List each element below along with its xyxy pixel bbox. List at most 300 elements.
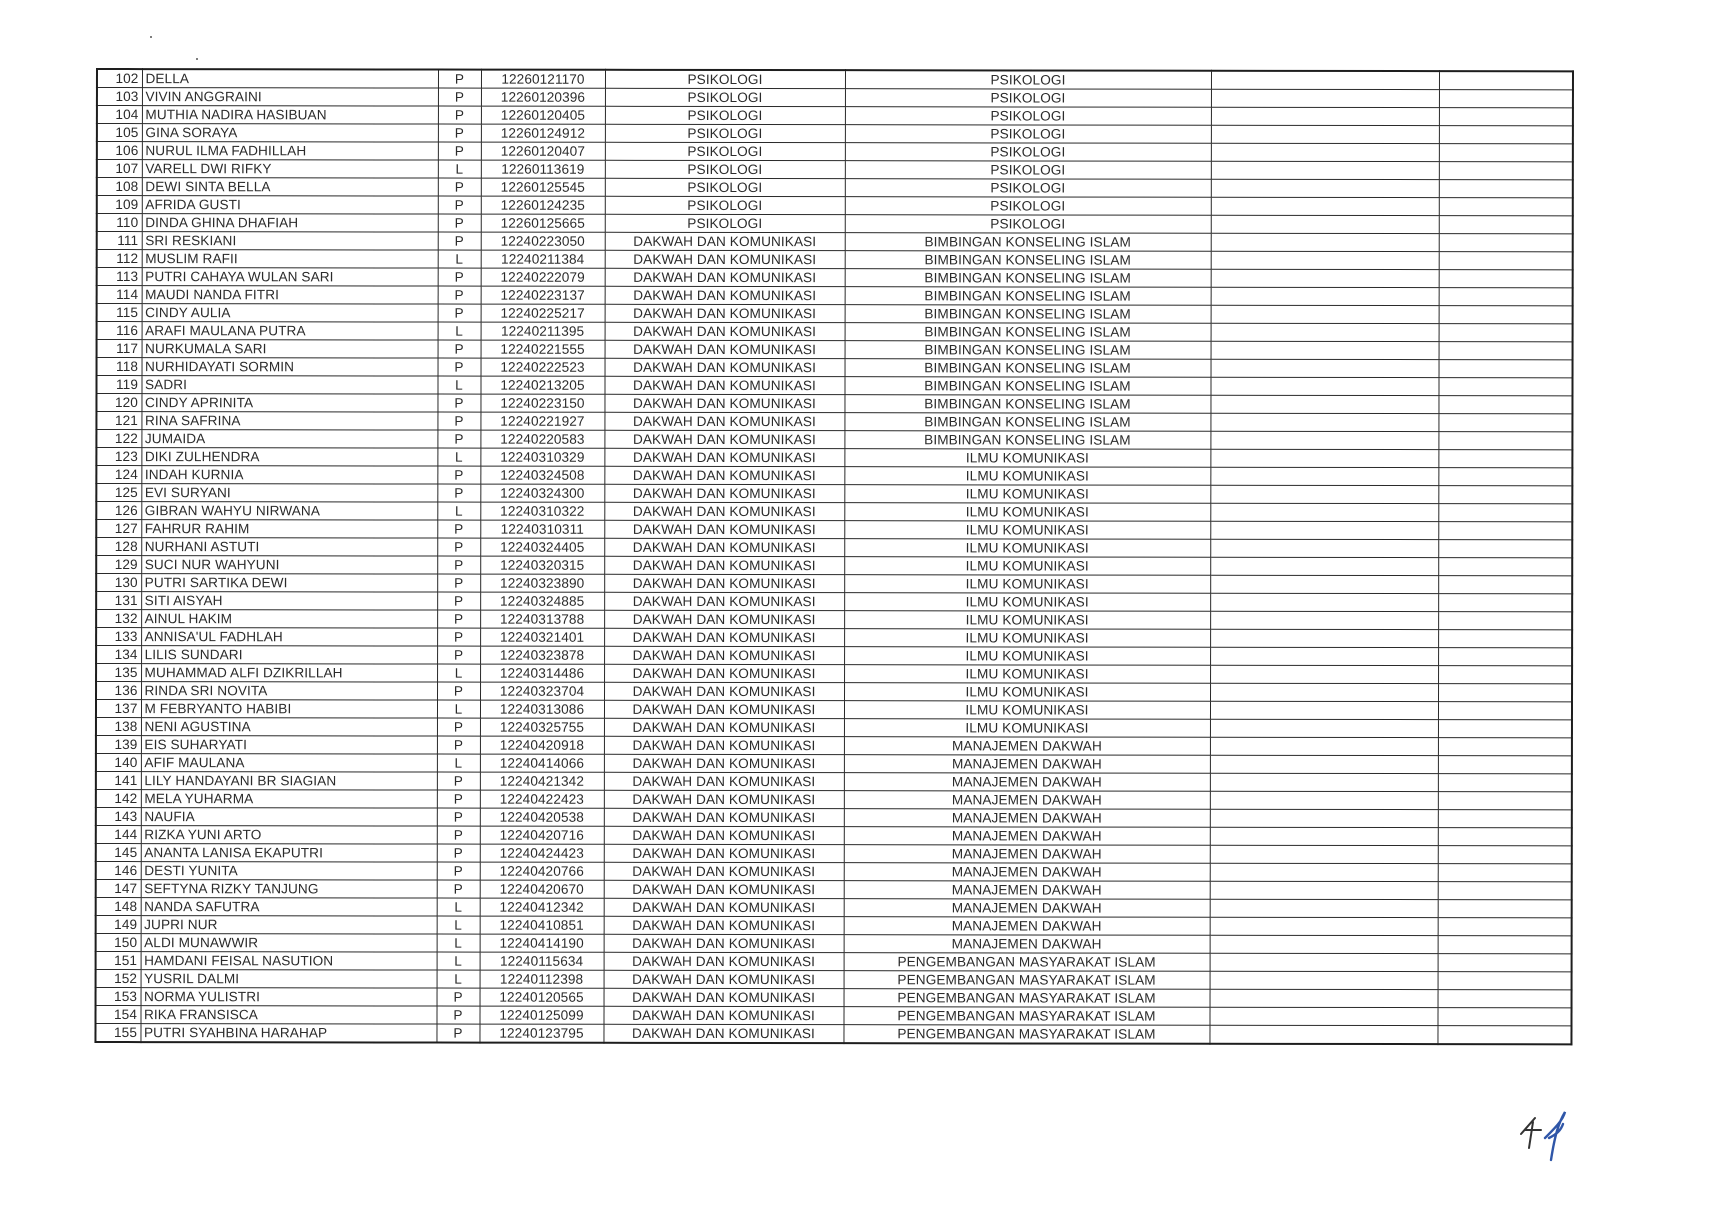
row-number: 145 [96, 844, 141, 862]
faculty-name: DAKWAH DAN KOMUNIKASI [604, 934, 844, 952]
student-id: 12240325755 [480, 718, 604, 736]
student-name: EVI SURYANI [141, 484, 437, 502]
blank-column-2 [1439, 360, 1573, 378]
gender-code: P [438, 88, 481, 106]
study-program: ILMU KOMUNIKASI [844, 647, 1210, 666]
row-number: 113 [97, 268, 142, 286]
blank-column-1 [1210, 611, 1438, 629]
blank-column-1 [1210, 701, 1438, 719]
blank-column-2 [1439, 234, 1573, 252]
gender-code: L [437, 934, 480, 952]
study-program: MANAJEMEN DAKWAH [844, 845, 1210, 864]
student-name: RIKA FRANSISCA [140, 1006, 436, 1024]
student-id: 12240211395 [481, 322, 605, 340]
table-row [96, 790, 1572, 810]
study-program: ILMU KOMUNIKASI [844, 629, 1210, 648]
study-program: ILMU KOMUNIKASI [844, 503, 1210, 522]
blank-column-1 [1211, 107, 1439, 125]
blank-column-2 [1438, 900, 1572, 918]
gender-code: P [438, 70, 481, 89]
faculty-name: DAKWAH DAN KOMUNIKASI [604, 430, 844, 448]
blank-column-2 [1439, 342, 1573, 360]
faculty-name: DAKWAH DAN KOMUNIKASI [603, 1024, 843, 1043]
blank-column-1 [1211, 215, 1439, 233]
student-name: NURKUMALA SARI [142, 340, 438, 358]
student-name: ARAFI MAULANA PUTRA [142, 322, 438, 340]
study-program: BIMBINGAN KONSELING ISLAM [844, 431, 1210, 450]
table-row [97, 196, 1573, 216]
study-program: PSIKOLOGI [845, 197, 1211, 216]
row-number: 119 [96, 376, 141, 394]
gender-code: L [437, 754, 480, 772]
faculty-name: DAKWAH DAN KOMUNIKASI [604, 880, 844, 898]
gender-code: P [437, 412, 480, 430]
row-number: 151 [96, 952, 141, 970]
study-program: MANAJEMEN DAKWAH [844, 773, 1210, 792]
faculty-name: DAKWAH DAN KOMUNIKASI [605, 250, 845, 268]
student-name: RINDA SRI NOVITA [141, 682, 437, 700]
study-program: BIMBINGAN KONSELING ISLAM [844, 413, 1210, 432]
table-row [96, 880, 1572, 900]
row-number: 144 [96, 826, 141, 844]
blank-column-1 [1210, 665, 1438, 683]
blank-column-2 [1438, 882, 1572, 900]
student-id: 12240123795 [479, 1024, 603, 1043]
row-number: 150 [96, 934, 141, 952]
student-id: 12260120396 [481, 88, 605, 106]
student-name: GINA SORAYA [142, 124, 438, 142]
student-id: 12240323704 [480, 682, 604, 700]
blank-column-2 [1438, 792, 1572, 810]
table-row [97, 106, 1573, 126]
gender-code: L [437, 916, 480, 934]
gender-code: L [438, 250, 481, 268]
table-row [96, 862, 1572, 882]
gender-code: L [437, 952, 480, 970]
blank-column-1 [1210, 593, 1438, 611]
student-name: VIVIN ANGGRAINI [142, 88, 438, 106]
row-number: 103 [97, 88, 142, 106]
blank-column-1 [1210, 683, 1438, 701]
student-id: 12240223137 [481, 286, 605, 304]
blank-column-2 [1437, 1008, 1571, 1026]
table-row [96, 844, 1572, 864]
gender-code: P [437, 556, 480, 574]
blank-column-1 [1210, 881, 1438, 899]
row-number: 135 [96, 664, 141, 682]
gender-code: P [438, 232, 481, 250]
student-id: 12240221555 [481, 340, 605, 358]
row-number: 109 [97, 196, 142, 214]
student-id: 12260125545 [481, 178, 605, 196]
blank-column-1 [1210, 845, 1438, 863]
blank-column-1 [1210, 647, 1438, 665]
faculty-name: DAKWAH DAN KOMUNIKASI [603, 1006, 843, 1024]
row-number: 141 [96, 772, 141, 790]
table-row [97, 358, 1573, 378]
faculty-name: DAKWAH DAN KOMUNIKASI [604, 664, 844, 682]
student-id: 12240420538 [480, 808, 604, 826]
blank-column-1 [1210, 719, 1438, 737]
faculty-name: DAKWAH DAN KOMUNIKASI [604, 466, 844, 484]
student-id: 12240125099 [479, 1006, 603, 1024]
study-program: PENGEMBANGAN MASYARAKAT ISLAM [843, 1025, 1209, 1044]
student-name: JUMAIDA [141, 430, 437, 448]
student-id: 12240221927 [480, 412, 604, 430]
student-id: 12240414190 [480, 934, 604, 952]
row-number: 138 [96, 718, 141, 736]
blank-column-1 [1210, 863, 1438, 881]
student-id: 12240223150 [480, 394, 604, 412]
faculty-name: DAKWAH DAN KOMUNIKASI [604, 790, 844, 808]
blank-column-1 [1210, 773, 1438, 791]
student-name: MUHAMMAD ALFI DZIKRILLAH [141, 664, 437, 682]
blank-column-2 [1438, 774, 1572, 792]
student-id: 12240420716 [480, 826, 604, 844]
table-row [96, 718, 1572, 738]
blank-column-2 [1439, 108, 1573, 126]
study-program: ILMU KOMUNIKASI [844, 449, 1210, 468]
study-program: MANAJEMEN DAKWAH [844, 737, 1210, 756]
row-number: 142 [96, 790, 141, 808]
blank-column-2 [1439, 180, 1573, 198]
blank-column-2 [1438, 576, 1572, 594]
table-row [97, 250, 1573, 270]
faculty-name: DAKWAH DAN KOMUNIKASI [604, 808, 844, 826]
student-name: DESTI YUNITA [141, 862, 437, 880]
faculty-name: DAKWAH DAN KOMUNIKASI [604, 574, 844, 592]
gender-code: P [436, 1006, 479, 1024]
student-id: 12240420670 [480, 880, 604, 898]
student-id: 12240410851 [480, 916, 604, 934]
row-number: 112 [97, 250, 142, 268]
blank-column-1 [1210, 557, 1438, 575]
gender-code: P [438, 106, 481, 124]
study-program: MANAJEMEN DAKWAH [844, 917, 1210, 936]
table-row [96, 754, 1572, 774]
table-row [96, 808, 1572, 828]
faculty-name: PSIKOLOGI [605, 214, 845, 232]
study-program: MANAJEMEN DAKWAH [844, 899, 1210, 918]
blank-column-1 [1210, 935, 1438, 953]
student-id: 12240115634 [480, 952, 604, 970]
student-name: DINDA GHINA DHAFIAH [142, 214, 438, 232]
blank-column-2 [1439, 288, 1573, 306]
blank-column-2 [1438, 702, 1572, 720]
study-program: BIMBINGAN KONSELING ISLAM [845, 251, 1211, 270]
blank-column-2 [1439, 270, 1573, 288]
study-program: ILMU KOMUNIKASI [844, 593, 1210, 612]
roster-body [95, 69, 1573, 1044]
row-number: 128 [96, 538, 141, 556]
student-id: 12240220583 [480, 430, 604, 448]
gender-code: P [438, 358, 481, 376]
blank-column-1 [1210, 809, 1438, 827]
row-number: 149 [96, 916, 141, 934]
faculty-name: DAKWAH DAN KOMUNIKASI [604, 754, 844, 772]
student-name: MAUDI NANDA FITRI [142, 286, 438, 304]
blank-column-2 [1439, 306, 1573, 324]
blank-column-1 [1209, 1007, 1437, 1025]
study-program: BIMBINGAN KONSELING ISLAM [844, 377, 1210, 396]
row-number: 120 [96, 394, 141, 412]
gender-code: P [438, 304, 481, 322]
student-id: 12240412342 [480, 898, 604, 916]
faculty-name: DAKWAH DAN KOMUNIKASI [604, 556, 844, 574]
blank-column-2 [1438, 432, 1572, 450]
row-number: 153 [96, 988, 141, 1006]
blank-column-2 [1438, 810, 1572, 828]
blank-column-1 [1210, 503, 1438, 521]
gender-code: P [437, 394, 480, 412]
gender-code: P [437, 430, 480, 448]
student-id: 12240310329 [480, 448, 604, 466]
table-row [96, 520, 1572, 540]
blank-column-2 [1438, 846, 1572, 864]
blank-column-2 [1438, 630, 1572, 648]
student-id: 12240313788 [480, 610, 604, 628]
faculty-name: DAKWAH DAN KOMUNIKASI [604, 826, 844, 844]
student-id: 12240420766 [480, 862, 604, 880]
row-number: 136 [96, 682, 141, 700]
study-program: ILMU KOMUNIKASI [844, 521, 1210, 540]
blank-column-1 [1210, 575, 1438, 593]
student-id: 12260120405 [481, 106, 605, 124]
faculty-name: DAKWAH DAN KOMUNIKASI [605, 304, 845, 322]
study-program: MANAJEMEN DAKWAH [844, 755, 1210, 774]
gender-code: P [437, 592, 480, 610]
faculty-name: DAKWAH DAN KOMUNIKASI [604, 988, 844, 1006]
gender-code: P [437, 520, 480, 538]
study-program: PSIKOLOGI [845, 179, 1211, 198]
row-number: 125 [96, 484, 141, 502]
blank-column-1 [1211, 125, 1439, 143]
study-program: MANAJEMEN DAKWAH [844, 809, 1210, 828]
study-program: PENGEMBANGAN MASYARAKAT ISLAM [843, 1007, 1209, 1026]
study-program: ILMU KOMUNIKASI [844, 719, 1210, 738]
student-name: PUTRI SARTIKA DEWI [141, 574, 437, 592]
scan-speck [150, 36, 152, 38]
blank-column-2 [1438, 486, 1572, 504]
blank-column-1 [1210, 827, 1438, 845]
gender-code: L [437, 898, 480, 916]
student-name: LILY HANDAYANI BR SIAGIAN [141, 772, 437, 790]
study-program: ILMU KOMUNIKASI [844, 683, 1210, 702]
student-id: 12240120565 [480, 988, 604, 1006]
student-id: 12260120407 [481, 142, 605, 160]
study-program: ILMU KOMUNIKASI [844, 557, 1210, 576]
blank-column-2 [1439, 90, 1573, 108]
table-row [96, 628, 1572, 648]
student-id: 12240420918 [480, 736, 604, 754]
blank-column-1 [1210, 431, 1438, 449]
blank-column-2 [1439, 126, 1573, 144]
table-row [97, 268, 1573, 288]
student-name: NURUL ILMA FADHILLAH [142, 142, 438, 160]
student-name: AFIF MAULANA [141, 754, 437, 772]
blank-column-1 [1211, 161, 1439, 179]
study-program: ILMU KOMUNIKASI [844, 539, 1210, 558]
faculty-name: DAKWAH DAN KOMUNIKASI [604, 538, 844, 556]
study-program: BIMBINGAN KONSELING ISLAM [845, 341, 1211, 360]
faculty-name: DAKWAH DAN KOMUNIKASI [604, 484, 844, 502]
faculty-name: PSIKOLOGI [605, 196, 845, 214]
blank-column-2 [1438, 936, 1572, 954]
blank-column-2 [1439, 162, 1573, 180]
faculty-name: DAKWAH DAN KOMUNIKASI [604, 376, 844, 394]
table-row [97, 69, 1573, 90]
student-name: NAUFIA [141, 808, 437, 826]
student-name: RIZKA YUNI ARTO [141, 826, 437, 844]
gender-code: L [437, 502, 480, 520]
student-name: MELA YUHARMA [141, 790, 437, 808]
student-id: 12240421342 [480, 772, 604, 790]
student-id: 12240422423 [480, 790, 604, 808]
study-program: PSIKOLOGI [845, 143, 1211, 162]
study-program: MANAJEMEN DAKWAH [844, 881, 1210, 900]
student-id: 12240314486 [480, 664, 604, 682]
row-number: 102 [97, 69, 142, 88]
faculty-name: DAKWAH DAN KOMUNIKASI [604, 736, 844, 754]
table-row [95, 1006, 1571, 1026]
gender-code: P [438, 286, 481, 304]
student-name: SADRI [141, 376, 437, 394]
study-program: PSIKOLOGI [845, 107, 1211, 126]
student-id: 12240323890 [480, 574, 604, 592]
blank-column-1 [1211, 251, 1439, 269]
blank-column-2 [1438, 594, 1572, 612]
study-program: BIMBINGAN KONSELING ISLAM [845, 323, 1211, 342]
table-row [97, 178, 1573, 198]
signature-initials [1515, 1108, 1579, 1164]
row-number: 133 [96, 628, 141, 646]
row-number: 148 [96, 898, 141, 916]
gender-code: P [438, 178, 481, 196]
table-row [96, 592, 1572, 612]
table-row [96, 412, 1572, 432]
faculty-name: DAKWAH DAN KOMUNIKASI [604, 844, 844, 862]
student-id: 12240324405 [480, 538, 604, 556]
blank-column-2 [1439, 198, 1573, 216]
table-row [97, 304, 1573, 324]
study-program: ILMU KOMUNIKASI [844, 701, 1210, 720]
table-row [97, 88, 1573, 108]
student-id: 12240321401 [480, 628, 604, 646]
blank-column-1 [1210, 755, 1438, 773]
table-row [96, 466, 1572, 486]
blank-column-2 [1438, 648, 1572, 666]
blank-column-2 [1438, 972, 1572, 990]
gender-code: P [437, 808, 480, 826]
row-number: 140 [96, 754, 141, 772]
study-program: ILMU KOMUNIKASI [844, 611, 1210, 630]
table-row [96, 484, 1572, 504]
student-name: SRI RESKIANI [142, 232, 438, 250]
student-name: ANNISA'UL FADHLAH [141, 628, 437, 646]
blank-column-2 [1438, 612, 1572, 630]
table-row [96, 772, 1572, 792]
blank-column-2 [1438, 684, 1572, 702]
table-row [96, 916, 1572, 936]
blank-column-1 [1211, 179, 1439, 197]
gender-code: P [437, 736, 480, 754]
student-name: EIS SUHARYATI [141, 736, 437, 754]
gender-code: P [437, 484, 480, 502]
faculty-name: PSIKOLOGI [605, 70, 845, 89]
blank-column-1 [1210, 521, 1438, 539]
student-id: 12240320315 [480, 556, 604, 574]
student-name: NORMA YULISTRI [141, 988, 437, 1006]
faculty-name: PSIKOLOGI [605, 178, 845, 196]
blank-column-1 [1210, 539, 1438, 557]
row-number: 106 [97, 142, 142, 160]
row-number: 146 [96, 862, 141, 880]
row-number: 111 [97, 232, 142, 250]
blank-column-1 [1210, 989, 1438, 1007]
study-program: PENGEMBANGAN MASYARAKAT ISLAM [844, 989, 1210, 1008]
student-id: 12240213205 [480, 376, 604, 394]
student-name: SEFTYNA RIZKY TANJUNG [141, 880, 437, 898]
table-row [96, 988, 1572, 1008]
table-row [96, 826, 1572, 846]
table-row [96, 646, 1572, 666]
student-name: LILIS SUNDARI [141, 646, 437, 664]
student-id: 12260124235 [481, 196, 605, 214]
study-program: MANAJEMEN DAKWAH [844, 827, 1210, 846]
table-row [96, 898, 1572, 918]
student-id: 12240324508 [480, 466, 604, 484]
gender-code: P [438, 268, 481, 286]
faculty-name: DAKWAH DAN KOMUNIKASI [604, 916, 844, 934]
faculty-name: DAKWAH DAN KOMUNIKASI [605, 340, 845, 358]
gender-code: P [438, 142, 481, 160]
table-row [96, 538, 1572, 558]
blank-column-2 [1438, 540, 1572, 558]
student-id: 12240112398 [480, 970, 604, 988]
faculty-name: DAKWAH DAN KOMUNIKASI [604, 862, 844, 880]
student-id: 12240211384 [481, 250, 605, 268]
row-number: 155 [95, 1024, 140, 1043]
student-id: 12260113619 [481, 160, 605, 178]
blank-column-1 [1210, 899, 1438, 917]
study-program: MANAJEMEN DAKWAH [844, 935, 1210, 954]
gender-code: L [438, 322, 481, 340]
row-number: 129 [96, 556, 141, 574]
row-number: 139 [96, 736, 141, 754]
blank-column-1 [1209, 1025, 1437, 1044]
blank-column-1 [1210, 485, 1438, 503]
row-number: 122 [96, 430, 141, 448]
faculty-name: DAKWAH DAN KOMUNIKASI [604, 772, 844, 790]
table-row [96, 700, 1572, 720]
study-program: ILMU KOMUNIKASI [844, 485, 1210, 504]
blank-column-1 [1211, 305, 1439, 323]
student-id: 12240424423 [480, 844, 604, 862]
table-row [95, 1024, 1571, 1045]
blank-column-1 [1211, 341, 1439, 359]
row-number: 147 [96, 880, 141, 898]
row-number: 108 [97, 178, 142, 196]
blank-column-2 [1439, 324, 1573, 342]
blank-column-2 [1438, 738, 1572, 756]
student-id: 12240324300 [480, 484, 604, 502]
row-number: 110 [97, 214, 142, 232]
study-program: PSIKOLOGI [845, 125, 1211, 144]
blank-column-1 [1210, 395, 1438, 413]
student-id: 12240414066 [480, 754, 604, 772]
student-name: DEWI SINTA BELLA [142, 178, 438, 196]
blank-column-1 [1210, 791, 1438, 809]
